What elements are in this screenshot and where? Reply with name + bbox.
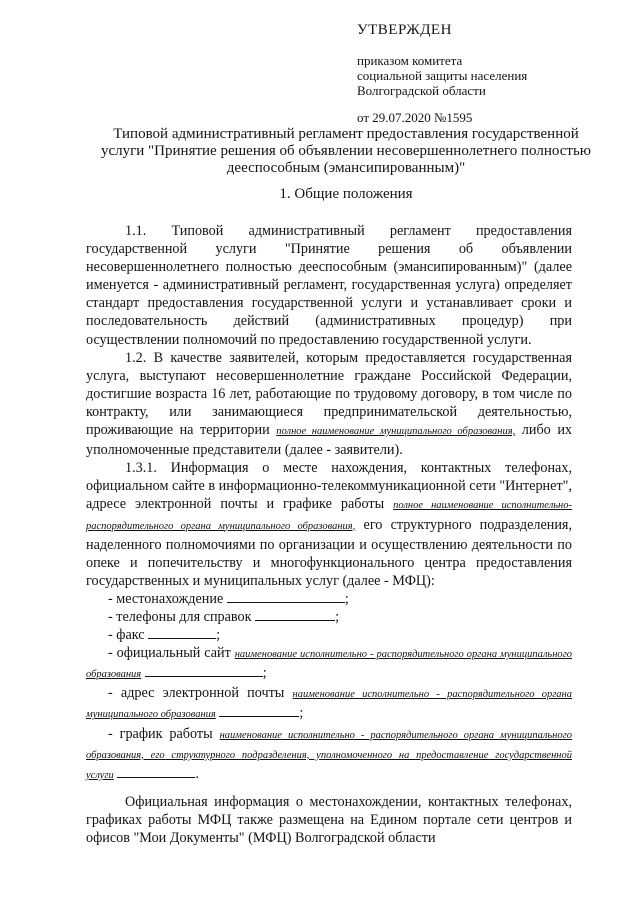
document-title: Типовой административный регламент предоставления государственной услуги "Принятие решения об объявлении несовершеннолетнего полностью дееспособным (эмансипированным)" bbox=[100, 126, 592, 176]
paragraph-1-1: 1.1. Типовой административный регламент предоставления государственной услуги "Принятие решения об объявлении несовершеннолетнего полностью дееспособным (эмансипированным)" (далее именуется - административный регламент, государственная услуга) определяет стандарт предоставления государственной услуги и устанавливает сроки и последовательность действий (административных процедур) при осуществлении полномочий по предоставлению государственной услуги. bbox=[86, 223, 572, 348]
blank-field bbox=[255, 608, 335, 621]
paragraph-text: его структурного подразделения, наделенного полномочиями по организации и осуществлению деятельности по опеке и попечительству и многофункционального центра предоставления государственных и муниципальных услуг (далее - МФЦ): bbox=[86, 516, 573, 589]
list-item: - график работы наименование исполнительно - распорядительного органа муниципального образования, его структурного подразделения, уполномоченного на предоставление государственной услуги . bbox=[86, 725, 572, 782]
list-item-label: - график работы bbox=[108, 725, 213, 742]
placeholder-municipality: полное наименование муниципального образования, bbox=[276, 426, 516, 438]
list-item: - адрес электронной почты наименование исполнительно - распорядительного органа муниципального образования ; bbox=[86, 685, 573, 722]
paragraph-text: 1.2. В качестве заявителей, которым предоставляется государственная услуга, выступают несовершеннолетние граждане Российской Федерации, достигшие возраста 16 лет, работающие по трудовому договору, в том числе по контракту, или занимающиеся предпринимательской деятельностью, проживающие на территории bbox=[86, 349, 572, 439]
blank-field bbox=[227, 590, 345, 603]
blank-field bbox=[145, 664, 263, 677]
list-item: - факс ; bbox=[108, 627, 221, 644]
list-item-label: - факс bbox=[108, 627, 145, 644]
placeholder-authority: наименование исполнительно - распорядительного органа муниципального образования bbox=[86, 689, 573, 721]
placeholder-authority: наименование исполнительно - распорядительного органа муниципального образования, его структурного подразделения, уполномоченного на предоставление государственной услуги bbox=[86, 729, 572, 781]
list-item-label: - официальный сайт bbox=[108, 645, 231, 662]
blank-field bbox=[219, 704, 299, 717]
blank-field bbox=[117, 765, 195, 778]
approval-line: Волгоградской области bbox=[357, 83, 486, 98]
list-item-label: - телефоны для справок bbox=[108, 608, 252, 625]
approval-stamp bbox=[357, 22, 597, 126]
list-item: - официальный сайт наименование исполнительно - распорядительного органа муниципального образования ; bbox=[86, 645, 573, 682]
paragraph-1-2 bbox=[86, 349, 572, 460]
list-item: - телефоны для справок ; bbox=[108, 608, 340, 625]
approval-line: приказом комитета bbox=[357, 53, 463, 68]
approval-line: социальной защиты населения bbox=[357, 68, 528, 83]
paragraph-official-info: Официальная информация о местонахождении, контактных телефонах, графиках работы МФЦ также размещена на Едином портале сети центров и офисов "Мои Документы" (МФЦ) Волгоградской области bbox=[86, 793, 572, 846]
approval-heading: УТВЕРЖДЕН bbox=[357, 22, 452, 38]
placeholder-authority: наименование исполнительно - распорядительного органа муниципального образования bbox=[86, 649, 573, 681]
paragraph-text: 1.3.1. Информация о месте нахождения, контактных телефонах, официальном сайте в информационно-телекоммуникационной сети "Интернет", адресе электронной почты и графике работы bbox=[86, 460, 572, 513]
document-body bbox=[86, 222, 572, 847]
section-title: 1. Общие положения bbox=[279, 186, 413, 202]
list-item-label: - адрес электронной почты bbox=[108, 685, 285, 702]
approval-date: от 29.07.2020 №1595 bbox=[357, 110, 473, 125]
paragraph-text: либо их уполномоченные представители (далее - заявители). bbox=[86, 422, 572, 459]
placeholder-authority: полное наименование исполнительно-распорядительного органа муниципального образования, bbox=[86, 500, 573, 532]
list-item-label: - местонахождение bbox=[108, 590, 224, 607]
blank-field bbox=[148, 626, 216, 639]
paragraph-1-3-1 bbox=[86, 459, 572, 590]
list-item: - местонахождение ; bbox=[108, 590, 349, 607]
